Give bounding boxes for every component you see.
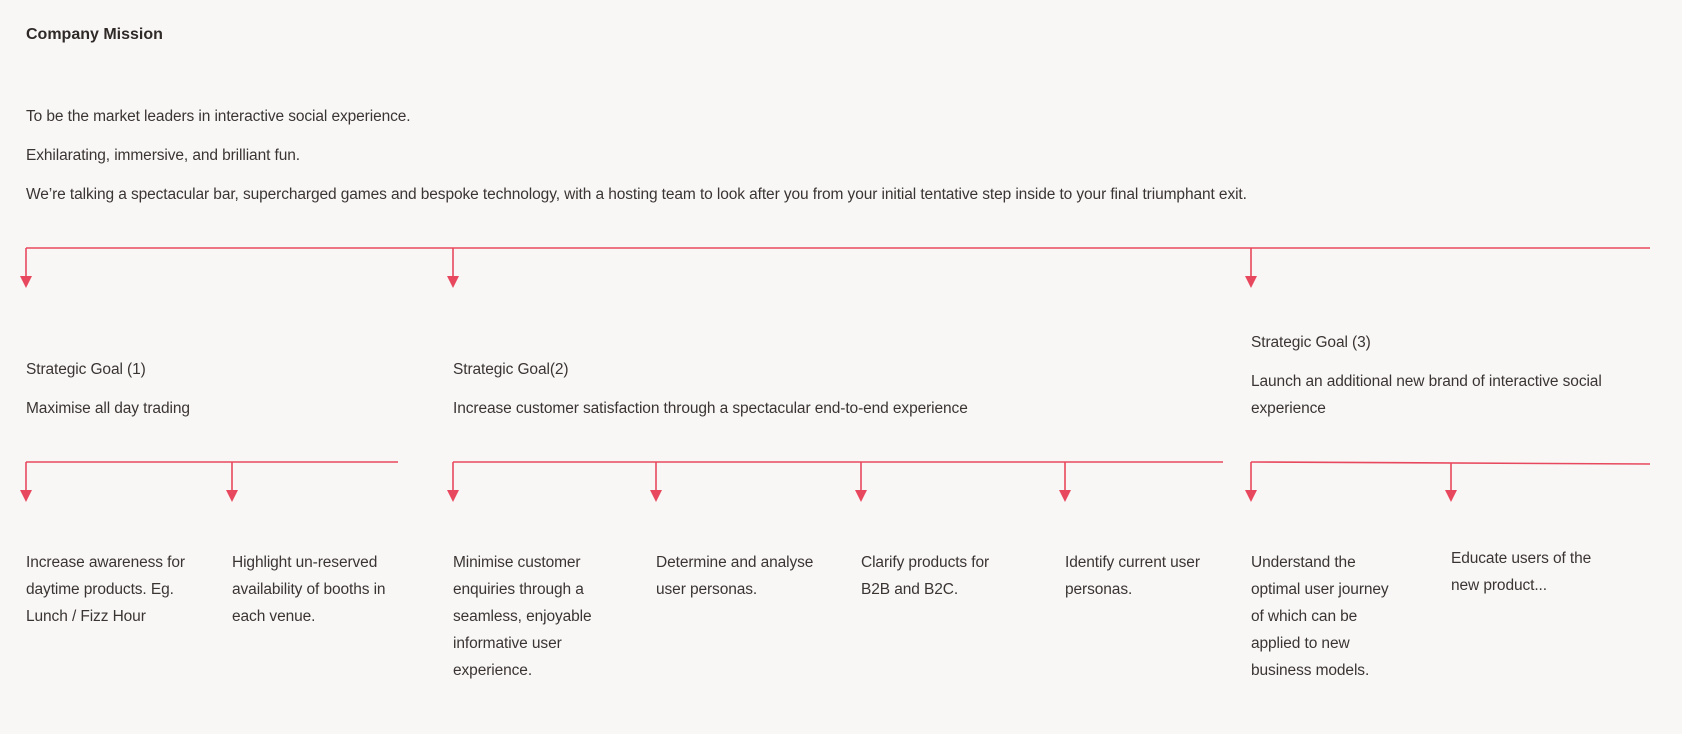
mission-connector xyxy=(20,248,1650,288)
objective-2-3: Clarify products for B2B and B2C. xyxy=(861,554,990,598)
objective-1-2: Highlight un-reserved availability of booths in each venue. xyxy=(232,554,386,625)
objective-2-3-arrow xyxy=(855,490,867,502)
objective-2-1: Minimise customer enquiries through a seamless, enjoyable informative user experience. xyxy=(453,554,592,679)
mission-tagline: Exhilarating, immersive, and brilliant fun. xyxy=(26,147,300,164)
page-title: Company Mission xyxy=(26,26,163,43)
objective-2-1-arrow xyxy=(447,490,459,502)
goal-1-description: Maximise all day trading xyxy=(26,400,190,417)
mission-statement: To be the market leaders in interactive social experience. xyxy=(26,108,411,125)
objective-3-1: Understand the optimal user journey of which can be applied to new business models. xyxy=(1251,554,1389,679)
objective-3-2: Educate users of the new product... xyxy=(1451,550,1592,594)
goal-2-arrow xyxy=(447,276,459,288)
goal-3-arrow xyxy=(1245,276,1257,288)
goal-2-description: Increase customer satisfaction through a spectacular end-to-end experience xyxy=(453,400,968,417)
goal-1-arrow xyxy=(20,276,32,288)
objective-2-2-arrow xyxy=(650,490,662,502)
goal-3-title: Strategic Goal (3) xyxy=(1251,334,1371,351)
objective-2-2: Determine and analyse user personas. xyxy=(656,554,814,598)
objective-2-4: Identify current user personas. xyxy=(1065,554,1200,598)
goal-1-title: Strategic Goal (1) xyxy=(26,361,146,378)
goal-1-connector xyxy=(20,462,398,502)
objective-1-1: Increase awareness for daytime products. Eg. Lunch / Fizz Hour xyxy=(26,554,185,625)
goal-2-connector xyxy=(447,462,1223,502)
goal-2-title: Strategic Goal(2) xyxy=(453,361,569,378)
objective-3-1-arrow xyxy=(1245,490,1257,502)
goal-3-connector xyxy=(1245,462,1650,502)
objective-1-1-arrow xyxy=(20,490,32,502)
objective-3-2-arrow xyxy=(1445,490,1457,502)
goal-3-description: Launch an additional new brand of interactive social experience xyxy=(1251,373,1602,417)
objective-1-2-arrow xyxy=(226,490,238,502)
objective-2-4-arrow xyxy=(1059,490,1071,502)
mission-description: We’re talking a spectacular bar, supercharged games and bespoke technology, with a hosting team to look after you from your initial tentative step inside to your final triumphant exit. xyxy=(26,186,1247,203)
